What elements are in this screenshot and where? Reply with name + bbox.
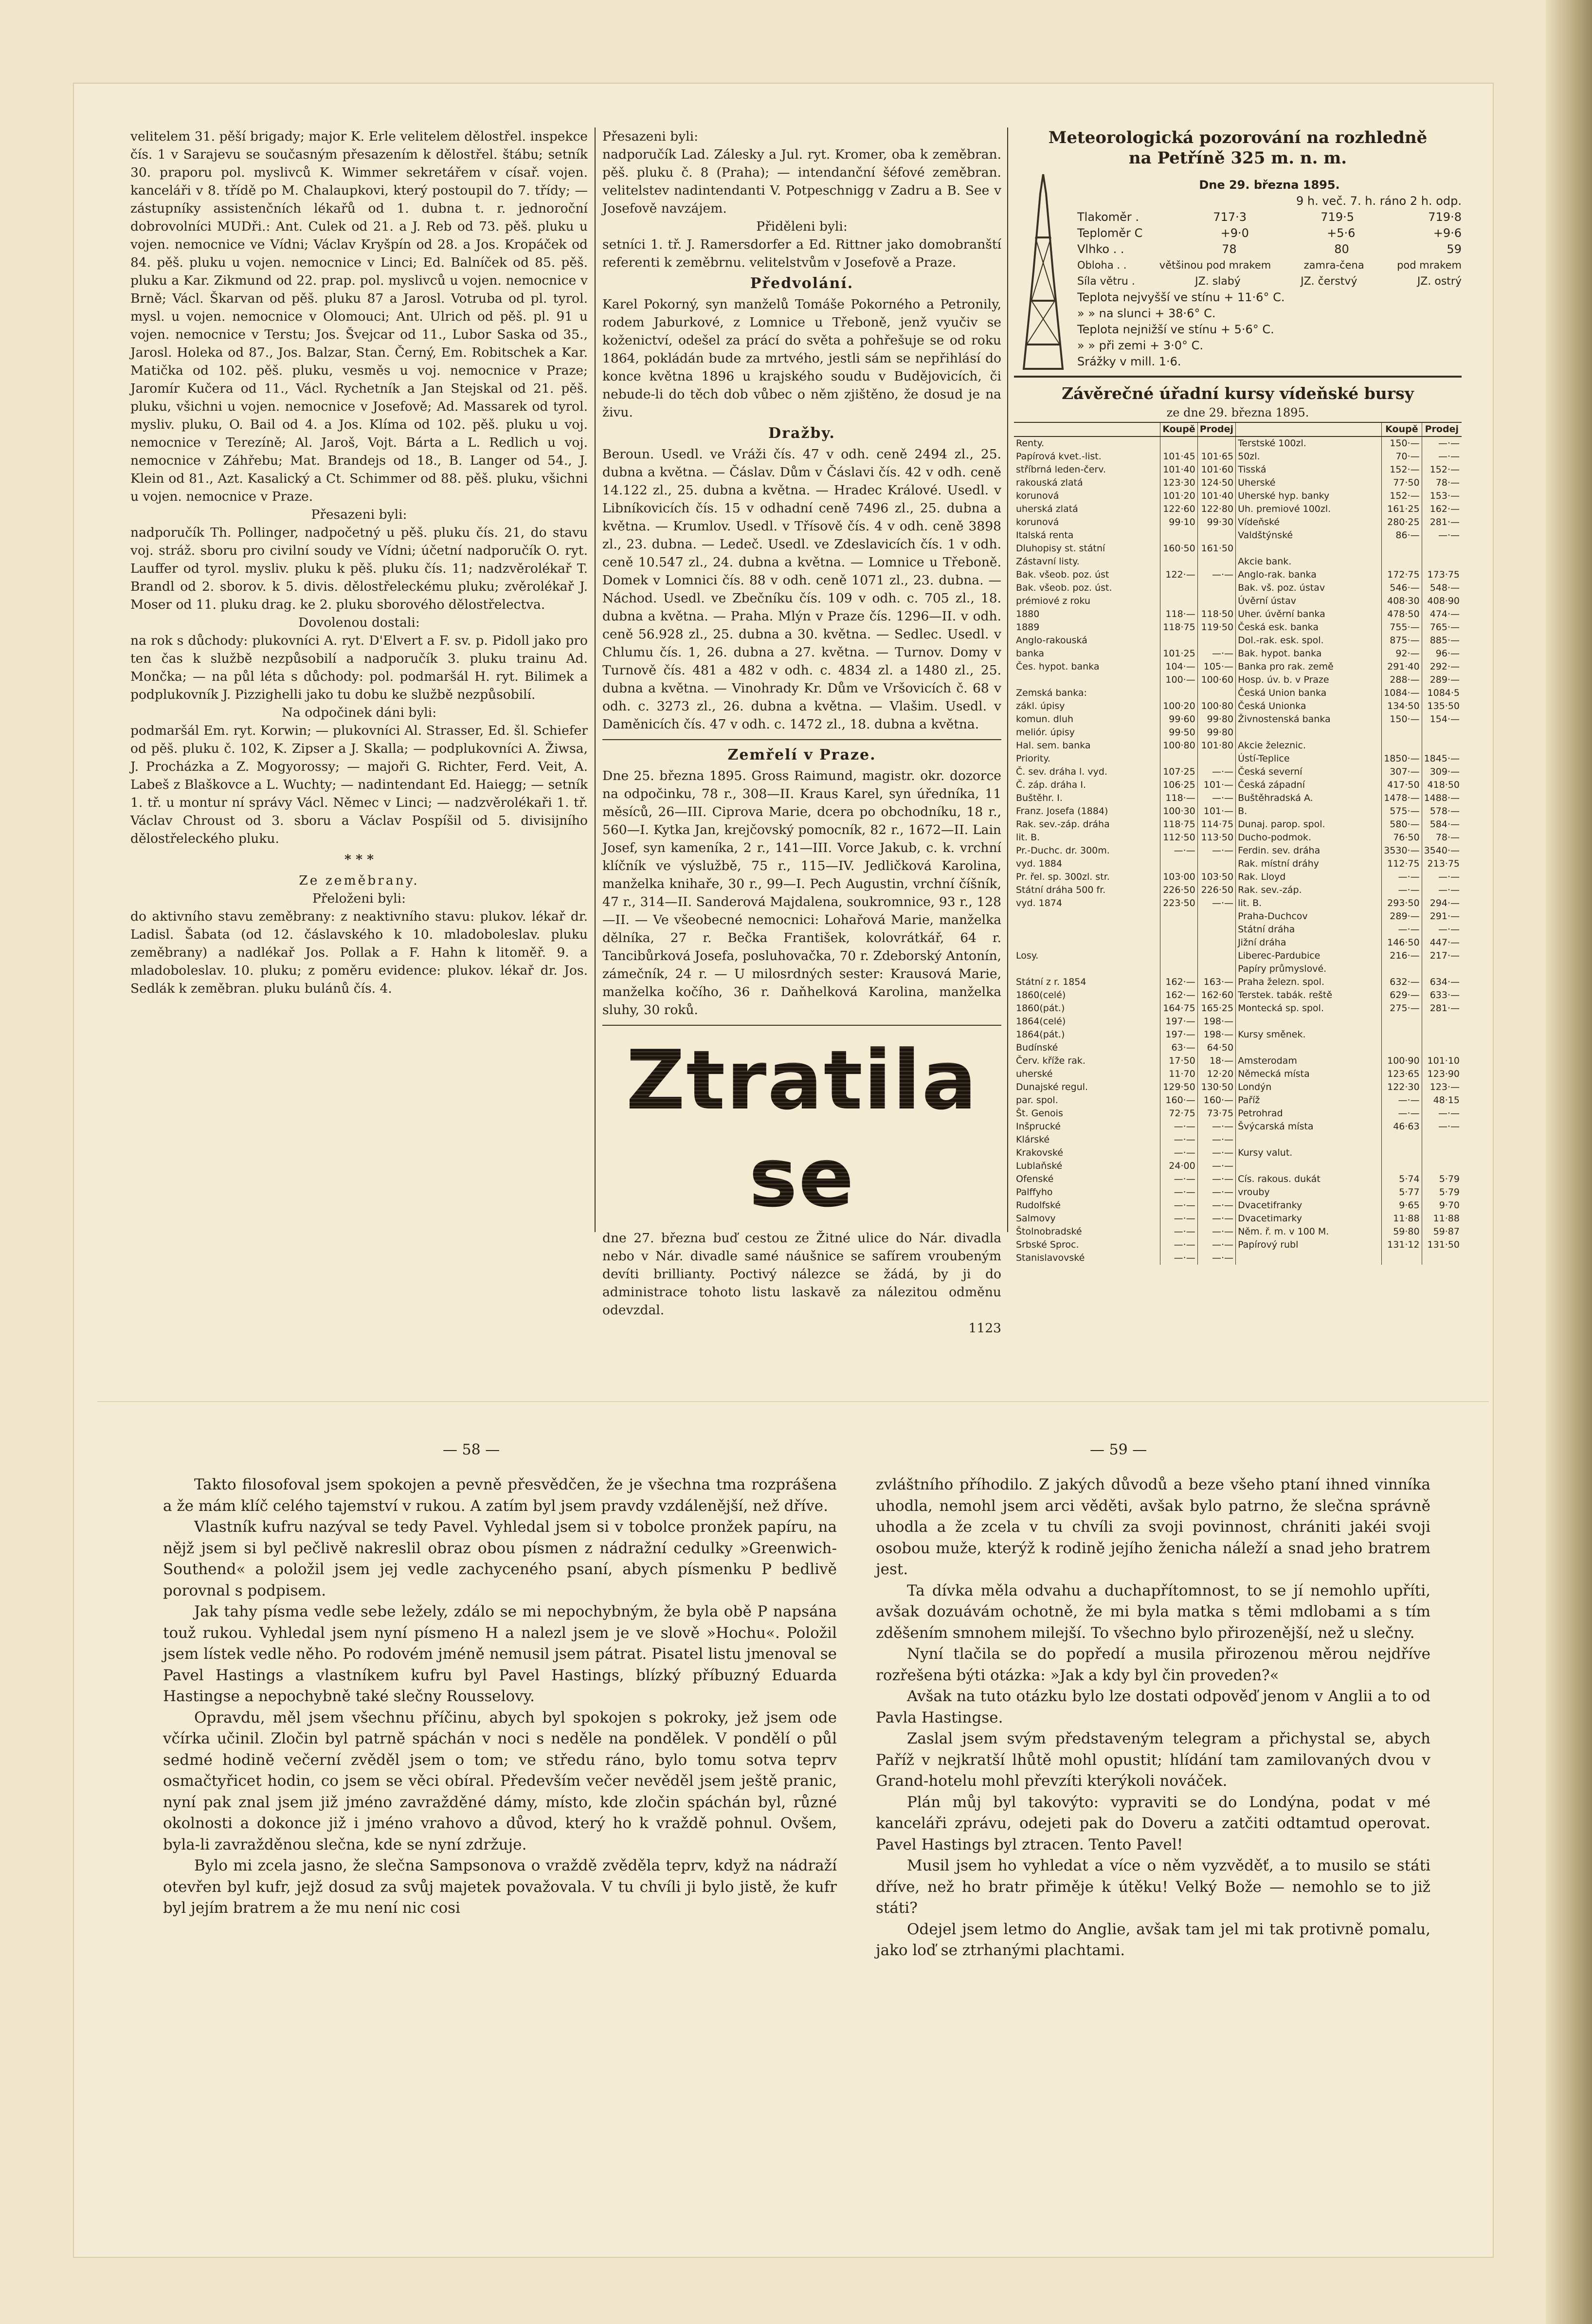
kursy-date: ze dne 29. března 1895. [1166,406,1309,419]
stock-table-row: Rak. sev.-záp. dráha 118·75 114·75 Dunaj. parop. spol. 580·— 584·— [1014,818,1462,831]
column-rule-1 [595,127,596,1232]
stock-table-row: Hal. sem. banka 100·80 101·80 Akcie železnic. [1014,739,1462,752]
col1-text-4: podmaršál Em. ryt. Korwin; — plukovníci Al. Strasser, Ed. šl. Schiefer od pěš. pluku č. 102, K. Zipser a J. Skalla; — podplukovníci A. Žiwsa, J. Procházka a Z. Mogyorossy; — majoři G. Richter, Ferd. Veit, A. Labeš z Blaškovce a L. Wuchty; — nadintendant Ed. Haiegg; — setník 1. tř. u montur ní správy Václ. Němec v Linci; — nadzvěrolékaři 1. tř. Václav Chroust od 3. sboru a Václav Pospíšil od 5. divisijního dělostřeleckého pluku. [130,723,588,846]
col2-heading-2: Přiděleni byli: [756,219,848,234]
stock-table-row: Č. sev. dráha l. vyd. 107·25 —·— Česká severní 307·— 309·— [1014,765,1462,779]
stock-table-row: banka 101·25 —·— Bak. hypot. banka 92·— 96·— [1014,647,1462,660]
stock-table-row: lit. B. 112·50 113·50 Ducho-podmok. 76·50 78·— [1014,831,1462,844]
book-paragraph: Takto filosofoval jsem spokojen a pevně přesvědčen, že je všechna tma rozprášena a že mám klíč celého tajemství v rukou. A zatím byl jsem pravdy vzdálenější, než dříve. [163,1476,837,1515]
stock-table-row: korunová 99·10 99·30 Vídeňské 280·25 281·— [1014,516,1462,529]
stock-table [1014,422,1462,1265]
meteo-row-sky: Obloha . . většinou pod mrakem zamra-čena pod mrakem [1077,259,1462,271]
stock-table-row: rakouská zlatá 123·30 124·50 Uherské 77·50 78·— [1014,476,1462,490]
column-rule-2 [1007,127,1008,1232]
stock-table-row: Št. Genois 72·75 73·75 Petrohrad —·— —·— [1014,1107,1462,1120]
meteo-temp-min-ground: » » při zemi + 3·0° C. [1077,339,1203,352]
book-paragraph: Avšak na tuto otázku bylo lze dostati odpověď jenom v Anglii a to od Pavla Hastingse. [876,1688,1430,1726]
stock-table-row: Anglo-rakouská Dol.-rak. esk. spol. 875·— 885·— [1014,634,1462,647]
book-paragraph: Zaslal jsem svým představeným telegram a přichystal se, abych Paříž v nejkratší lhůtě mohl opustit; hlídání tam zamilovaných dvou v Grand-hotelu mohl převzíti kterýkoli nováček. [876,1730,1430,1790]
stock-table-row: Krakovské —·— —·— Kursy valut. [1014,1146,1462,1160]
stock-table-row: Rudolfské —·— —·— Dvacetifranky 9·65 9·70 [1014,1199,1462,1212]
meteo-row-temperature: Teploměr C +9·0 +5·6 +9·6 [1077,226,1462,240]
stock-table-row: Bak. všeob. poz. úst 122·— —·— Anglo-rak. banka 172·75 173·75 [1014,568,1462,581]
stock-table-row: Palffyho —·— —·— vrouby 5·77 5·79 [1014,1186,1462,1199]
stock-table-row: Inšprucké —·— —·— Švýcarská místa 46·63 —·— [1014,1120,1462,1133]
kursy-title: Závěrečné úřadní kursy vídeňské bursy [1062,384,1414,403]
book-page-right [876,1474,1430,1961]
book-paragraph: Opravdu, měl jsem všechnu příčinu, abych byl spokojen s pokroky, jež jsem ode včírka učinil. Zločin byl patrně spáchán v noci s neděle na pondělek. V pondělí o půl sedmé hodině večerní zvěděl jsem o tom; ve středu ráno, bylo tomu sotva teprv osmačtyřicet hodin, co jsem se věci obíral. Především večer nevěděl jsem ještě pranic, nyní pak znal jsem již jméno zavražděné dámy, místo, kde zločin spáchán byl, různé okolnosti a dokonce již i jméno vrahovo a důvod, který ho k vraždě pohnul. Ovšem, byla-li zavražděnou slečna, kde se nyní zdržuje. [163,1708,837,1853]
col2-text-6: dne 27. března buď cestou ze Žitné ulice do Nár. divadla nebo v Nár. divadle samé náušnice se safírem vroubeným devíti brillianty. Poctivý nálezce se žádá, by ji do administrace tohoto listu laskavě za nálezitou odměnu odevzdal. [602,1231,1001,1318]
book-paragraph: zvláštního příhodilo. Z jakých důvodů a beze všeho ptaní ihned vinníka uhodla, nemohl jsem arci věděti, avšak bylo patrno, že slečna správně uhodla a že zcela v tu chvíli za svoji povinnost, chrániti jakéi svoji osobou muže, kterýž k rodině jejího ženicha náleží a snad jeho bratrem jest. [876,1476,1430,1578]
stock-table-row: prémiové z roku Úvěrní ústav 408·30 408·90 [1014,595,1462,608]
stock-table-row: 1864(celé) 197·— 198·— [1014,1015,1462,1028]
col2-heading-5: Zemřelí v Praze. [727,746,876,763]
stock-table-row: 1860(pát.) 164·75 165·25 Montecká sp. spol. 275·— 281·— [1014,1002,1462,1015]
stock-table-row: Dluhopisy st. státní 160·50 161·50 [1014,542,1462,555]
meteo-temp-max-shade: Teplota nejvyšší ve stínu + 11·6° C. [1077,290,1285,304]
stock-table-row: Dunajské regul. 129·50 130·50 Londýn 122·30 123·— [1014,1081,1462,1094]
stock-table-row: meliór. úpisy 99·50 99·80 [1014,726,1462,739]
stock-table-row: 1860(celé) 162·— 162·60 Terstek. tabák. reště 629·— 633·— [1014,989,1462,1002]
book-paragraph: Bylo mi zcela jasno, že slečna Sampsonova o vraždě zvěděla teprv, když na nádraží otevřen byl kufr, jejž dosud za svůj majetek považovala. V tu chvíli ji bylo jistě, že kufr byl jejím bratrem a že mu není nic cosi [163,1857,837,1917]
meteo-row-humidity: Vlhko . . 78 80 59 [1077,242,1462,256]
stock-table-row: Pr.-Duchc. dr. 300m. —·— —·— Ferdin. sev. dráha 3530·— 3540·— [1014,844,1462,857]
col2-heading-3: Předvolání. [750,275,854,292]
col1-text-2: nadporučík Th. Pollinger, nadpočetný u pěš. pluku čís. 21, do stavu voj. stráž. sboru pro civilní soudy ve Vídni; účetní nadporučík O. ryt. Lauffer od tyrol. mysliv. pluku k pěš. pluku čís. 11; nadzvěrolékař T. Brandl od 2. sborov. k 5. divis. dělostřeleckému pluku; zvěrolékař J. Moser od 11. pluku drag. ke 2. pluku sborového dělostřelectva. [130,525,588,612]
stock-table-row: Renty. Terstské 100zl. 150·— —·— [1014,436,1462,450]
col2-text-2: setníci 1. tř. J. Ramersdorfer a Ed. Rittner jako domobranští referenti k zeměbrnu. velitelstvům v Josefově a Praze. [602,237,1001,270]
book-paragraph: Vlastník kufru nazýval se tedy Pavel. Vyhledal jsem si v tobolce pronžek papíru, na nějž jsem si byl pečlivě nakreslil obraz obou písmen z nádražní cedulky »Greenwich-Southend« a položil jsem jej vedle zachyceného psaní, abych písmenku P bedlivě porovnal s podpisem. [163,1518,837,1599]
col2-rule-2 [602,1025,1001,1026]
page-number-left: — 58 — [443,1441,500,1458]
col2-heading-4: Dražby. [768,425,835,442]
stock-table-row: vyd. 1884 Rak. místní dráhy 112·75 213·75 [1014,857,1462,871]
stock-table-row: Salmovy —·— —·— Dvacetimarky 11·88 11·88 [1014,1212,1462,1225]
stock-table-row: Č. záp. dráha I. 106·25 101·— Česká západní 417·50 418·50 [1014,779,1462,792]
col1-heading-3: Na odpočinek dáni byli: [281,705,437,720]
meteo-times: 9 h. več. 7. h. ráno 2 h. odp. [1296,194,1462,208]
stock-table-row: zákl. úpisy 100·20 100·80 Česká Unionka 134·50 135·50 [1014,700,1462,713]
stock-table-row: Štolnobradské —·— —·— Něm. ř. m. v 100 M. 59·80 59·87 [1014,1225,1462,1238]
stock-table-row: Ofenské —·— —·— Cís. rakous. dukát 5·74 5·79 [1014,1173,1462,1186]
meteo-box [1014,127,1462,370]
col3-rule [1014,376,1462,378]
stock-table-row: Státní dráha 500 fr. 226·50 226·50 Rak. sev.-záp. —·— —·— [1014,884,1462,897]
stock-table-row: Pr. řel. sp. 300zl. str. 103·00 103·50 Rak. Lloyd —·— —·— [1014,871,1462,884]
col2-text-1: nadporučík Lad. Zálesky a Jul. ryt. Kromer, oba k zeměbran. pěš. pluku č. 8 (Praha); — intendanční šéfové zeměbran. velitelstev nadintendanti V. Potpeschnigg v Zadru a B. See v Josefově navzájem. [602,147,1001,216]
col1-stars: * * * [344,852,374,867]
book-page-left [163,1474,837,1919]
ad-number: 1123 [968,1321,1001,1336]
column-1 [130,127,588,998]
book-paragraph: Plán můj byl takovýto: vypraviti se do Londýna, podat v mé kanceláři zprávu, odejeti pak do Doveru a zatčiti odtamtud operovat. Pavel Hastings byl ztracen. Tento Pavel! [876,1793,1430,1853]
col1-heading-5: Přeloženi byli: [312,891,406,906]
meteo-rows [1014,177,1462,370]
col2-rule-1 [602,739,1001,740]
column-2 [602,127,1001,1337]
stock-table-row: stříbrná leden-červ. 101·40 101·60 Tisská 152·— 152·— [1014,463,1462,476]
stock-table-row: Stanislavovské —·— —·— [1014,1252,1462,1265]
stock-table-row: korunová 101·20 101·40 Uherské hyp. banky 152·— 153·— [1014,490,1462,503]
stock-table-row: Franz. Josefa (1884) 100·30 101·— B. 575·— 578·— [1014,805,1462,818]
stock-table-row: Klárské —·— —·— [1014,1133,1462,1146]
meteo-title-2: na Petříně 325 m. n. m. [1128,148,1347,168]
tower-icon [1014,174,1072,379]
stock-table-row: Praha-Duchcov 289·— 291·— [1014,910,1462,923]
stock-table-row: Papírová kvet.-list. 101·45 101·65 50zl. 70·— —·— [1014,450,1462,463]
col1-heading-1: Přesazeni byli: [311,507,407,522]
page-number-right: — 59 — [1090,1441,1147,1458]
meteo-row-pressure: Tlakoměr . 717·3 719·5 719·8 [1077,210,1462,224]
lost-ad-headline: Ztratila se [602,1032,1001,1226]
stock-table-row: Papíry průmyslové. [1014,962,1462,976]
col2-heading-1: Přesazeni byli: [602,129,699,144]
stock-table-row: 1880 118·— 118·50 Uher. úvěrní banka 478·50 474·— [1014,608,1462,621]
stock-table-row: uherská zlatá 122·60 122·80 Uh. premiové 100zl. 161·25 162·— [1014,503,1462,516]
book-paragraph: Jak tahy písma vedle sebe ležely, zdálo se mi nepochybným, že byla obě P napsána touž rukou. Vyhledal jsem nyní písmeno H a nalezl jsem je ve slově »Hochu«. Položil jsem lístek vedle něho. Po rodovém jméně nemusil jsem pátrat. Pisatel listu jmenoval se Pavel Hastings a vlastníkem kufru byl Pavel Hastings, blízký příbuzný Eduarda Hastingse a nepochybně také slečny Rousselovy. [163,1603,837,1705]
meteo-row-wind: Síla větru . JZ. slabý JZ. čerstvý JZ. ostrý [1077,275,1462,288]
page-divider [97,1401,1489,1402]
stock-table-row: Losy. Liberec-Pardubice 216·— 217·— [1014,949,1462,962]
meteo-temp-max-sun: » » na slunci + 38·6° C. [1077,307,1216,320]
meteo-title: Meteorologická pozorování na rozhledně [1048,128,1428,147]
stock-table-row: 1889 118·75 119·50 Česká esk. banka 755·— 765·— [1014,621,1462,634]
stock-table-row: Lublaňské 24·00 —·— [1014,1160,1462,1173]
col1-text-3: na rok s důchody: plukovníci A. ryt. D'Elvert a F. sv. p. Pidoll jako pro ten čas k službě nezpůsobilí a nadporučík 3. pluku trainu Ad. Mončka; — na půl léta s důchody: pol. podmaršál H. ryt. Bilimek a podplukovník J. Pizzighelli jako tu dobu ke službě nezpůsobilí. [130,633,588,702]
stock-table-row: Zástavní listy. Akcie bank. [1014,555,1462,568]
meteo-date: Dne 29. března 1895. [1199,178,1340,192]
scan-edge [1546,0,1592,2324]
stock-table-row: par. spol. 160·— 160·— Paříž —·— 48·15 [1014,1094,1462,1107]
book-paragraph: Nyní tlačila se do popředí a musila přirozenou měrou nejdříve rozřešena býti otázka: »Jak a kdy byl čin proveden?« [876,1645,1430,1684]
book-paragraph: Odejel jsem letmo do Anglie, avšak tam jel mi tak protivně pomalu, jako loď se ztrhanými plachtami. [876,1920,1430,1959]
stock-table-row: Státní z r. 1854 162·— 163·— Praha železn. spol. 632·— 634·— [1014,976,1462,989]
stock-table-row: vyd. 1874 223·50 —·— lit. B. 293·50 294·— [1014,897,1462,910]
col2-text-3: Karel Pokorný, syn manželů Tomáše Pokorného a Petronily, rodem Jaburkové, z Lomnice u Třeboně, jenž vyučiv se koženictví, odešel za prácí do světa a pohřešuje se od roku 1864, pokládán bude za mrtvého, jestli sám se nepřihlásí do konce května 1896 u krajského soudu v Budějovicích, či nebude-li do těch dob vůbec o něm zjištěno, že dosud je na živu. [602,297,1001,420]
meteo-temp-min-shade: Teplota nejnižší ve stínu + 5·6° C. [1077,323,1274,336]
stock-table-row: 1864(pát.) 197·— 198·— Kursy směnek. [1014,1028,1462,1041]
stock-table-row: 100·— 100·60 Hosp. úv. b. v Praze 288·— 289·— [1014,673,1462,687]
book-paragraph: Musil jsem ho vyhledat a více o něm vyzvěděť, a to musilo se státi dříve, než ho bratr přiměje k útěku! Velký Bože — nemohlo se to již státi? [876,1857,1430,1917]
stock-table-header: Koupě Prodej Koupě Prodej [1014,422,1462,436]
stock-table-row: uherské 11·70 12·20 Německá místa 123·65 123·90 [1014,1068,1462,1081]
stock-table-row: Červ. kříže rak. 17·50 18·— Amsterodam 100·90 101·10 [1014,1054,1462,1068]
col1-heading-4: Ze zeměbrany. [299,873,419,888]
stock-table-row: Budínské 63·— 64·50 [1014,1041,1462,1054]
col1-text-1: velitelem 31. pěší brigady; major K. Erle velitelem dělostřel. inspekce čís. 1 v Sarajevu se současným přesazením k dělostřel. štábu; setník 30. praporu pol. myslivců K. Wimmer sekretářem v císař. vojen. kanceláři v 8. třídě po M. Chalaupkovi, který postoupil do 7. třídy; — zástupníky assistenčních lékařů od 1. dubna t. r. jednoroční dobrovolníci MUDři.: Ant. Culek od 21. a J. Reb od 73. pěš. pluku u vojen. nemocnice ve Vídni; Václav Kryšpín od 28. a Jos. Kropáček od 84. pěš. pluku u vojen. nemocnice v Linci; Ed. Balníček od 85. pěš. pluku a Kar. Zikmund od 22. prap. pol. myslivců u vojen. nemocnice v Brně; Václ. Škarvan od pěš. pluku 87 a Jarosl. Votruba od pl. tyrol. mysl. u vojen. nemocnice v Olomouci; Ant. Ulrich od pěš. pl. 91 u vojen. nemocnice v Terstu; Jos. Švejcar od 11., Lubor Saska od 35., Jarosl. Holeka od 87., Jos. Balzar, Stan. Černý, Em. Robitschek a Kar. Matička od 102. pěš. pluku, vesměs u voj. nemocnice v Praze; Jaromír Kučera od 11., Václ. Rychetník a Jan Stejskal od 21. pěš. pluku, všichni u vojen. nemocnice v Josefově; Ad. Massarek od tyrol. mysliv. pluku, O. Bail od 4. a Jos. Klíma od 102. pěš. pluku u voj. nemocnice v Terezíně; Al. Jaroš, Vojt. Bárta a L. Redlich u voj. nemocnice v Záhřebu; Mat. Brandejs od 18., B. Langer od 54., J. Klein od 81., Azt. Kasalický a Ct. Schimmer od 88. pěš. pluku, všichni u vojen. nemocnice v Praze. [130,129,588,504]
col2-text-5: Dne 25. března 1895. Gross Raimund, magistr. okr. dozorce na odpočinku, 78 r., 308—II. Kraus Karel, syn úředníka, 11 měsíců, 26—III. Ciprova Marie, dcera po obchodníku, 18 r., 560—I. Kytka Jan, krejčovský pomocník, 82 r., 1672—II. Lain Josef, syn kameníka, 2 r., 141—III. Vorce Jakub, c. k. vrchní klíčník ve výslužbě, 75 r., 115—IV. Jedličková Karolina, manželka knihaře, 30 r., 99—I. Pech Augustin, vrchní číšník, 47 r., 314—II. Sanderová Majdalena, soukromnice, 93 r., 128—II. — Ve všeobecné nemocnici: Lohařová Marie, manželka dělníka, 27 r. Bečka František, kolovrátkář, 64 r. Tancibůrková Josefa, posluhovačka, 70 r. Zdeborský Antonín, zámečník, 24 r. — U milosrdných sester: Krausová Marie, manželka kočího, 36 r. Daňhelková Karolina, manželka sluhy, 30 roků. [602,768,1001,1017]
col2-text-4: Beroun. Usedl. ve Vráži čís. 47 v odh. ceně 2494 zl., 25. dubna a května. — Čáslav. Dům v Čáslavi čís. 42 v odh. ceně 14.122 zl., 25. dubna a května. — Hradec Králové. Usedl. v Libníkovicích čís. 15 v odhadní ceně 7496 zl., 25. dubna a května. — Krumlov. Usedl. v Třísově čís. 4 v odh. ceně 3898 zl., 23. dubna. — Ledeč. Usedl. ve Zdeslavicích čís. 1 v odh. ceně 10.547 zl., 24. dubna a května. — Lomnice u Třeboně. Domek v Lomnici čís. 88 v odh. ceně 1071 zl., 23. dubna. — Náchod. Usedl. ve Zbečníku čís. 109 v odh. c. 705 zl., 18. dubna a května. — Praha. Mlýn v Praze čís. 1296—II. v odh. ceně 56.928 zl., 25. dubna a 30. května. — Sedlec. Usedl. v Chlumu čís. 1, 26. dubna a 27. května. — Turnov. Domy v Turnově čís. 481 a 482 v odh. c. 4834 zl. a 1480 zl., 25. dubna a května. — Vinohrady Kr. Dům ve Vršovicích č. 68 v odh. c. 3273 zl., 26. dubna a května. — Vlašim. Usedl. v Daměnicích čís. 47 v odh. c. 1472 zl., 18. dubna a května. [602,447,1001,732]
stock-table-row: Bak. všeob. poz. úst. Bak. vš. poz. ústav 546·— 548·— [1014,581,1462,595]
stock-table-row: Zemská banka: Česká Union banka 1084·— 1084·5 [1014,687,1462,700]
stock-table-row: Buštěhr. I. 118·— —·— Buštěhradská A. 1478·— 1488·— [1014,792,1462,805]
stock-table-row: Italská renta Valdštýnské 86·— —·— [1014,529,1462,542]
meteo-precipitation: Srážky v mill. 1·6. [1077,355,1181,368]
col1-text-5: do aktivního stavu zeměbrany: z neaktivního stavu: plukov. lékař dr. Ladisl. Šabata (od 12. čáslavského k 10. mladoboleslav. pluku zeměbrany) a nadlékař Jos. Pollak a F. Hahn k litoměř. 9. a mladoboleslav. 10. pluku; z poměru evidence: plukov. lékař dr. Jos. Sedlák k zeměbran. pluku bulánů čís. 4. [130,909,588,996]
stock-table-row: komun. dluh 99·60 99·80 Živnostenská banka 150·— 154·— [1014,713,1462,726]
stock-table-row: Státní dráha —·— —·— [1014,923,1462,936]
col1-heading-2: Dovolenou dostali: [298,615,420,630]
stock-table-row: Priority. Ústí-Teplice 1850·— 1845·— [1014,752,1462,765]
stock-table-row: Jižní dráha 146·50 447·— [1014,936,1462,949]
stock-table-row: Srbské Sproc. —·— —·— Papírový rubl 131·12 131·50 [1014,1238,1462,1252]
stock-table-row: Čes. hypot. banka 104·— 105·— Banka pro rak. země 291·40 292·— [1014,660,1462,673]
book-paragraph: Ta dívka měla odvahu a duchapřítomnost, to se jí nemohlo upříti, avšak dozuávám ochotně, že mi byla matka s těmi mdlobami a s tím zděšením smnohem milejší. To všechno bylo přirozenější, než u slečny. [876,1581,1430,1642]
column-3 [1014,127,1462,1265]
